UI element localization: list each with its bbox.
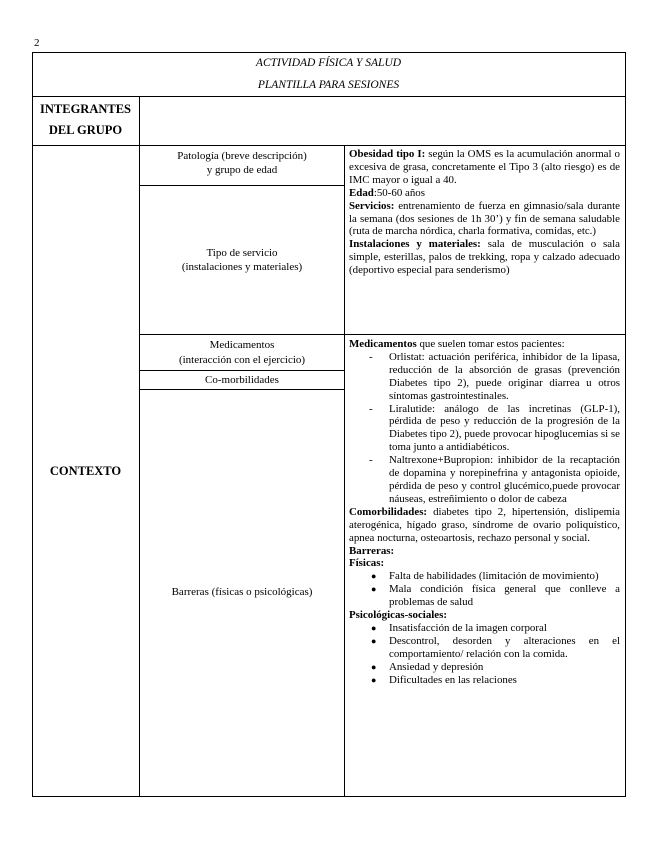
drug-text: Liralutide: análogo de las incretinas (GLP-1), pérdida de peso y reducción de la progresión de la Diabetes tipo 2), puede provocar hipoglucemias si se toma junto a antidiabéticos. <box>389 402 620 454</box>
fisicas-label: Físicas: <box>349 557 385 570</box>
obesidad-label: Obesidad tipo I: <box>349 148 426 160</box>
medicamentos-paragraph <box>349 338 620 351</box>
psico-text: Dificultades en las relaciones <box>389 673 517 686</box>
list-item <box>349 454 620 506</box>
drug-list <box>349 351 620 506</box>
instalaciones-label: Instalaciones y materiales: <box>349 238 481 251</box>
comorbilidades-label: Comorbilidades: <box>349 505 428 518</box>
list-item <box>349 351 620 403</box>
bullet-icon: ● <box>371 635 377 646</box>
psico-text: Descontrol, desorden y alteraciones en el comportamiento/ relación con la comida. <box>389 634 620 660</box>
medicamentos-cell <box>140 338 344 368</box>
fisicas-heading <box>349 557 620 570</box>
list-item <box>349 622 620 635</box>
edad-label: Edad <box>349 186 374 199</box>
fisica-text: Mala condición física general que conlleve a problemas de salud <box>389 583 620 609</box>
servicios-paragraph <box>349 200 620 239</box>
list-item <box>349 570 620 583</box>
list-item <box>349 403 620 455</box>
group-label-line1: INTEGRANTES <box>40 102 131 116</box>
bullet-icon: ● <box>371 571 377 582</box>
servicios-text: entrenamiento de fuerza en gimnasio/sala durante la semana (dos sesiones de 1h 30’) y fin de semana saludable (ruta de marcha nórdica, charla formativa, comidas, etc.) <box>349 199 620 238</box>
bullet-icon: ● <box>371 661 377 672</box>
servicio-line2: (instalaciones y materiales) <box>181 261 303 273</box>
drug-text: Naltrexone+Bupropion: inhibidor de la recaptación de dopamina y norepinefrina y antagonista opioide, pérdida de peso y control glucémico,puede provocar náuseas, estreñimiento o dolor de cabeza <box>389 454 620 505</box>
comorbilidades-text: diabetes tipo 2, hipertensión, dislipemia aterogénica, hígado graso, síndrome de ovario poliquístico, apnea nocturna, osteoartosis, rechazo personal y social. <box>349 505 620 544</box>
table-border-left <box>32 52 33 797</box>
bullet-icon: ● <box>371 674 377 685</box>
group-label <box>32 99 139 141</box>
barreras-heading <box>349 545 620 558</box>
barreras-cell: Barreras (físicas o psicológicas) <box>171 586 313 598</box>
instalaciones-text: sala de musculación o sala simple, esterillas, palos de trekking, ropa y calzado adecuado (deportivo especial para senderismo) <box>349 238 620 277</box>
patologia-line1: Patología (breve descripción) <box>177 150 307 162</box>
comorbilidades-cell: Co-morbilidades <box>205 374 279 386</box>
medicamentos-divider <box>139 370 345 371</box>
group-row-divider <box>32 145 626 146</box>
comorbilidades-paragraph <box>349 506 620 545</box>
edad-text: :50-60 años <box>373 186 425 199</box>
barreras-label: Barreras: <box>349 544 395 557</box>
table-border-bottom <box>32 796 626 797</box>
psico-text: Ansiedad y depresión <box>389 660 484 673</box>
servicio-divider <box>139 334 626 335</box>
detalle-block <box>349 338 620 686</box>
patologia-line2: y grupo de edad <box>206 164 278 176</box>
dash-marker: - <box>369 350 373 363</box>
servicios-label: Servicios: <box>349 199 395 212</box>
medicamentos-label: Medicamentos <box>349 338 417 350</box>
patologia-cell <box>140 149 344 177</box>
bullet-icon: ● <box>371 622 377 633</box>
dash-marker: - <box>369 454 373 467</box>
list-item <box>349 635 620 661</box>
fisicas-list <box>349 570 620 609</box>
medicamentos-line2: (interacción con el ejercicio) <box>178 354 306 366</box>
psico-label: Psicológicas-sociales: <box>349 609 447 622</box>
medicamentos-text: que suelen tomar estos pacientes: <box>416 338 565 350</box>
comorbilidades-divider <box>139 389 345 390</box>
servicio-line1: Tipo de servicio <box>206 247 278 259</box>
table-border-right <box>625 52 626 797</box>
psico-list <box>349 622 620 687</box>
middle-column-divider <box>344 145 345 796</box>
header-row-divider <box>32 96 626 97</box>
patologia-divider <box>139 185 345 186</box>
table-border-top <box>32 52 626 53</box>
context-label: CONTEXTO <box>49 464 122 478</box>
group-label-line2: DEL GRUPO <box>48 123 123 137</box>
descripcion-block <box>349 148 620 277</box>
header-title: ACTIVIDAD FÍSICA Y SALUD <box>255 57 402 69</box>
psico-heading <box>349 609 620 622</box>
servicio-cell <box>140 246 344 274</box>
list-item <box>349 661 620 674</box>
dash-marker: - <box>369 402 373 415</box>
list-item <box>349 583 620 609</box>
left-column-divider <box>139 96 140 796</box>
medicamentos-line1: Medicamentos <box>209 339 275 351</box>
instalaciones-paragraph <box>349 238 620 277</box>
drug-text: Orlistat: actuación periférica, inhibidor de la lipasa, reducción de la absorción de grasas (prevención Diabetes tipo 2), puede originar diarrea u otros síntomas gastrointestinales. <box>389 350 620 402</box>
list-item <box>349 674 620 687</box>
page-number: 2 <box>34 37 40 49</box>
bullet-icon: ● <box>371 584 377 595</box>
fisica-text: Falta de habilidades (limitación de movimiento) <box>389 570 599 583</box>
obesidad-text: según la OMS es la acumulación anormal o excesiva de grasa, concretamente el Tipo 3 (alto riesgo) es de IMC mayor o igual a 40. <box>349 148 620 186</box>
header-subtitle: PLANTILLA PARA SESIONES <box>257 79 400 91</box>
psico-text: Insatisfacción de la imagen corporal <box>389 621 547 634</box>
obesidad-paragraph <box>349 148 620 187</box>
edad-paragraph <box>349 187 620 200</box>
